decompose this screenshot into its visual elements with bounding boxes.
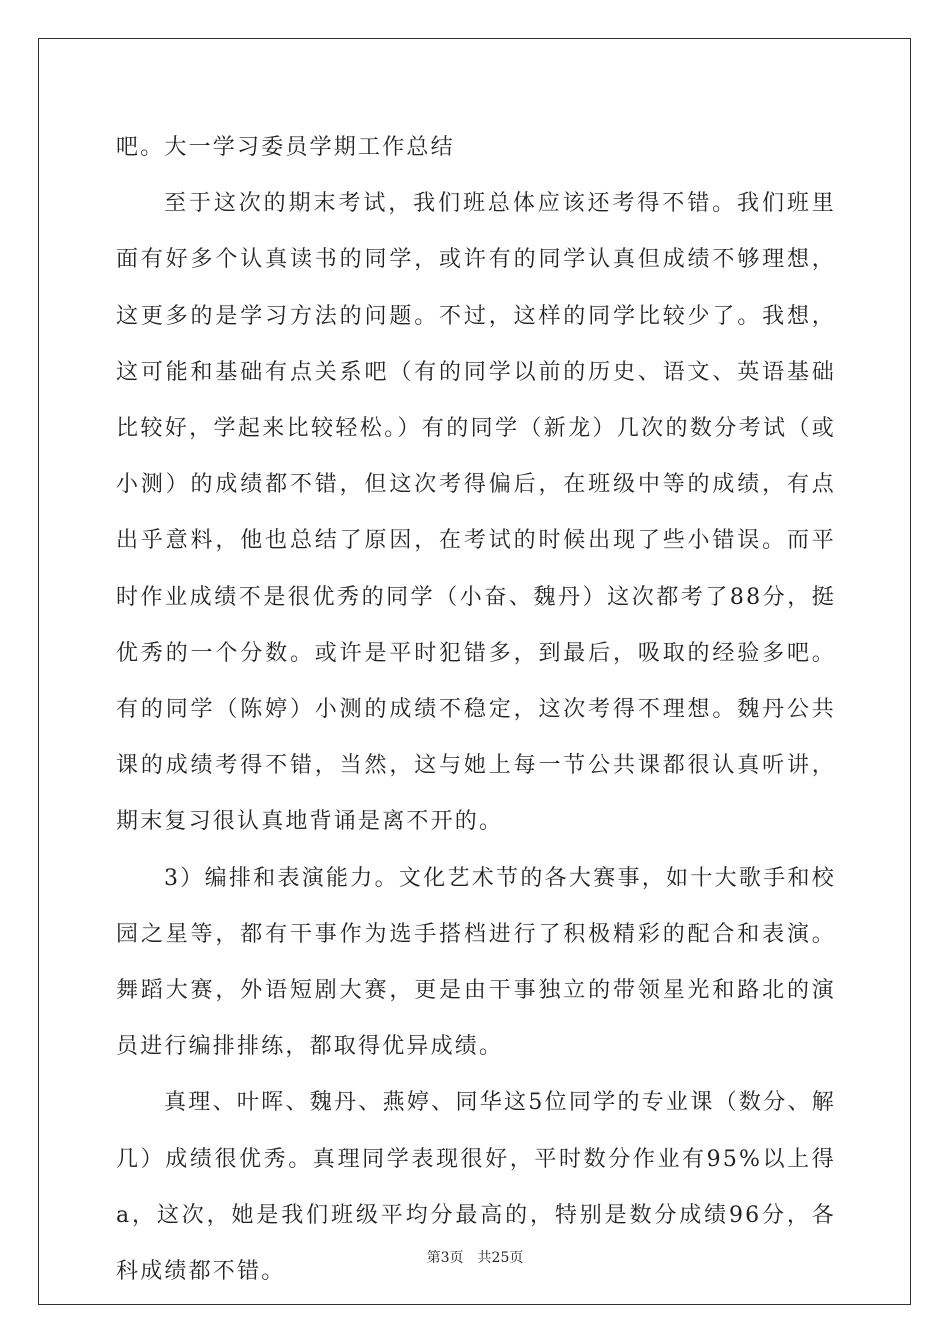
page-number: 第3页 (426, 1250, 464, 1266)
paragraph-top-students: 真理、叶晖、魏丹、燕婷、同华这5位同学的专业课（数分、解几）成绩很优秀。真理同学表现很好，平时数分作业有95%以上得a，这次，她是我们班级平均分最高的，特别是数分成绩96分，各科成绩都不错。 (116, 1090, 836, 1285)
paragraph-performance-ability: 3）编排和表演能力。文化艺术节的各大赛事，如十大歌手和校园之星等，都有干事作为选手搭档进行了积极精彩的配合和表演。舞蹈大赛，外语短剧大赛，更是由干事独立的带领星光和路北的演员进行编排排练，都取得优异成绩。 (116, 865, 836, 1060)
document-body (116, 120, 836, 1300)
paragraph-continuation: 吧。大一学习委员学期工作总结 (116, 135, 455, 160)
paragraph-exam-summary: 至于这次的期末考试，我们班总体应该还考得不错。我们班里面有好多个认真读书的同学，或许有的同学认真但成绩不够理想，这更多的是学习方法的问题。不过，这样的同学比较少了。我想，这可能和基础有点关系吧（有的同学以前的历史、语文、英语基础比较好，学起来比较轻松。）有的同学（新龙）几次的数分考试（或小测）的成绩都不错，但这次考得偏后，在班级中等的成绩，有点出乎意料，他也总结了原因，在考试的时候出现了些小错误。而平时作业成绩不是很优秀的同学（小奋、魏丹）这次都考了88分，挺优秀的一个分数。或许是平时犯错多，到最后，吸取的经验多吧。有的同学（陈婷）小测的成绩不稳定，这次考得不理想。魏丹公共课的成绩考得不错，当然，这与她上每一节公共课都很认真听讲，期末复习很认真地背诵是离不开的。 (116, 191, 836, 835)
page-total: 共25页 (477, 1250, 524, 1266)
page-footer (0, 1247, 950, 1267)
